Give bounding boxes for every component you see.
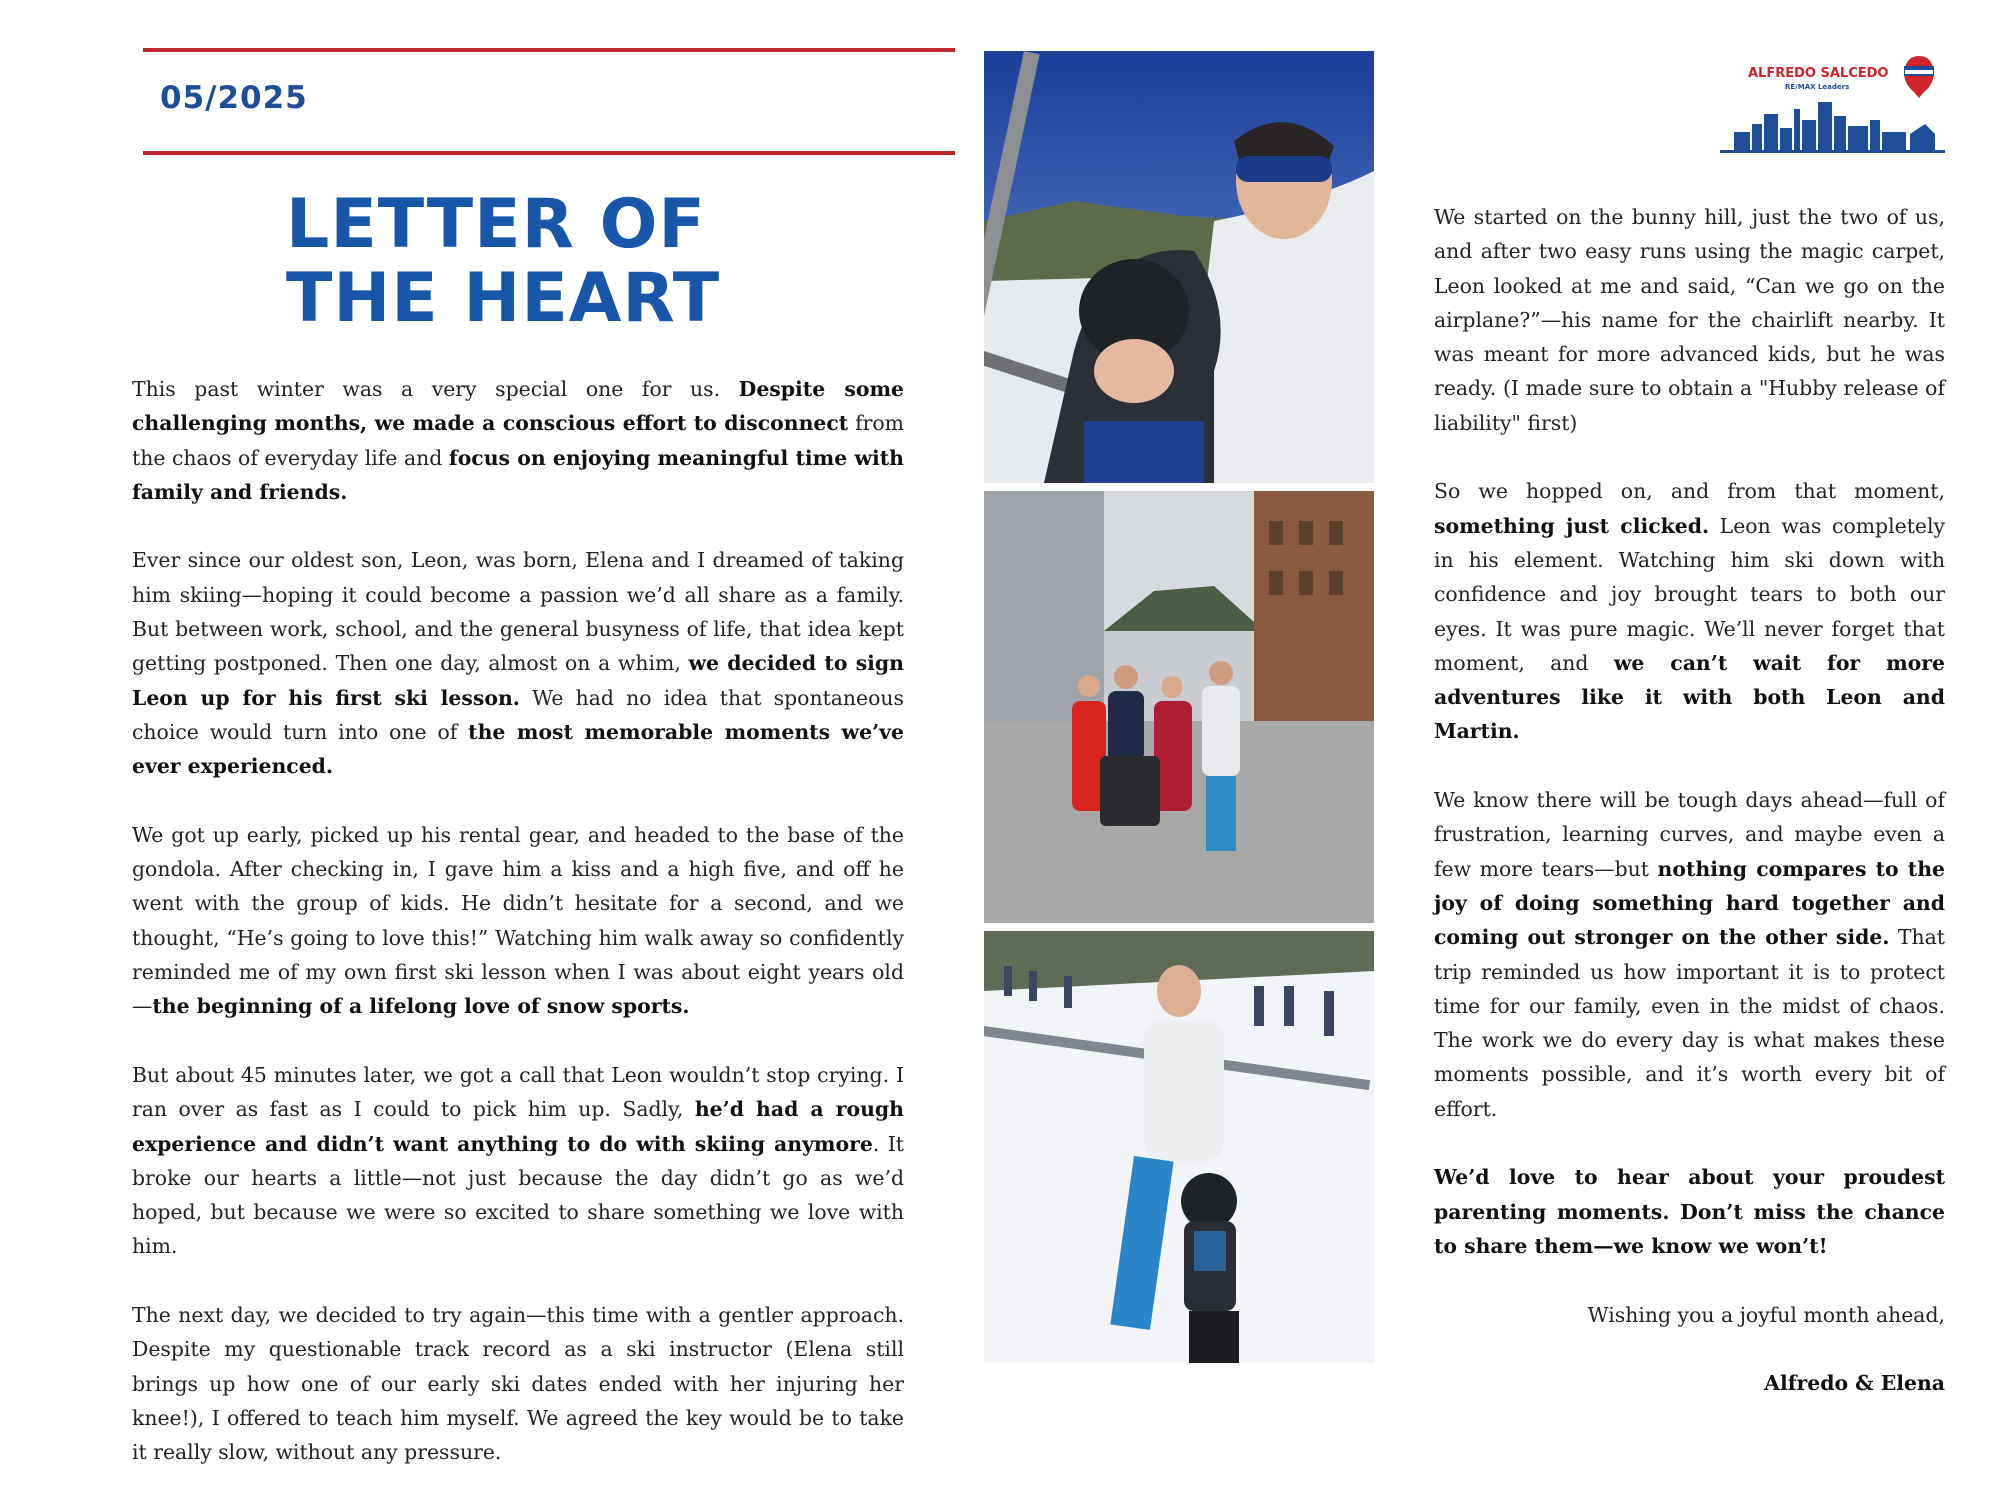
- emphasis-text: we can’t wait for more adventures like it with both Leon and Martin.: [1434, 650, 1945, 744]
- paragraph: [132, 1058, 904, 1264]
- title-line-2: THE HEART: [286, 259, 721, 338]
- body-text: We know there will be tough days ahead—full of frustration, learning curves, and maybe even a few more tears—but: [1434, 788, 1945, 881]
- body-text: We had no idea that spontaneous choice would turn into one of: [132, 685, 904, 744]
- paragraph: [132, 1298, 904, 1469]
- emphasis-text: We’d love to hear about your proudest parenting moments. Don’t miss the chance to share them—we know we won’t!: [1434, 1165, 1945, 1258]
- photo-ski-slope: [984, 931, 1374, 1363]
- paragraph: [132, 543, 904, 783]
- title-line-1: LETTER OF: [286, 185, 706, 264]
- emphasis-text: Despite some challenging months, we made a conscious effort to disconnect: [132, 377, 904, 436]
- emphasis-text: the most memorable moments we’ve ever experienced.: [132, 719, 904, 779]
- page-title: [286, 185, 721, 338]
- photo-family-village: [984, 491, 1374, 923]
- body-text: We got up early, picked up his rental gear, and headed to the base of the gondola. After checking in, I gave him a kiss and a high five, and off he went with the group of kids. He didn’t hesitate for a second, and we thought, “He’s going to love this!” Watching him walk away so confidently reminded me of my own first ski lesson when I was about eight years old—: [132, 822, 904, 1019]
- body-text: Leon was completely in his element. Watching him ski down with confidence and joy brought tears to both our eyes. It was pure magic. We’ll never forget that moment, and: [1434, 513, 1945, 675]
- paragraph: [132, 818, 904, 1024]
- emphasis-text: something just clicked.: [1434, 513, 1710, 538]
- left-text-column: [132, 372, 904, 1504]
- body-text: Ever since our oldest son, Leon, was born, Elena and I dreamed of taking him skiing—hoping it could become a passion we’d all share as a family. But between work, school, and the general busyness of life, that idea kept getting postponed. Then one day, almost on a whim,: [132, 548, 904, 676]
- brand-name: ALFREDO SALCEDO: [1748, 66, 1889, 81]
- body-text: This past winter was a very special one for us.: [132, 377, 739, 401]
- ski-slope-photo-image: [984, 931, 1374, 1363]
- body-text: . It broke our hearts a little—not just because the day didn’t go as we’d hoped, but because we were so excited to share something we love with him.: [132, 1131, 905, 1259]
- right-text-column: [1434, 200, 1945, 1435]
- emphasis-text: focus on enjoying meaningful time with family and friends.: [132, 445, 904, 504]
- family-photo-image: [984, 491, 1374, 923]
- body-text: from the chaos of everyday life and: [132, 411, 904, 470]
- signature: Alfredo & Elena: [1764, 1371, 1945, 1396]
- chairlift-photo-image: [984, 51, 1374, 483]
- top-divider: [143, 48, 955, 52]
- closing-line: Wishing you a joyful month ahead,: [1587, 1302, 1945, 1327]
- emphasis-text: he’d had a rough experience and didn’t want anything to do with skiing anymore: [132, 1097, 904, 1156]
- emphasis-text: the beginning of a lifelong love of snow sports.: [152, 994, 690, 1019]
- brand-logo: [1720, 54, 1945, 154]
- paragraph: [1434, 474, 1945, 748]
- photo-chairlift-selfie: [984, 51, 1374, 483]
- body-text: But about 45 minutes later, we got a call that Leon wouldn’t stop crying. I ran over as fast as I could to pick him up. Sadly,: [132, 1062, 904, 1122]
- brand-subtitle: RE/MAX Leaders: [1785, 83, 1850, 91]
- issue-date: 05/2025: [160, 80, 308, 116]
- body-text: We started on the bunny hill, just the two of us, and after two easy runs using the magic carpet, Leon looked at me and said, “Can we go on the airplane?”—his name for the chairlift nearby. It was meant for more advanced kids, but he was ready. (I made sure to obtain a "Hubby release of liability" first): [1434, 205, 1945, 435]
- bottom-divider: [143, 151, 955, 155]
- emphasis-text: we decided to sign Leon up for his first ski lesson.: [132, 651, 905, 710]
- emphasis-text: nothing compares to the joy of doing something hard together and coming out stronger on the other side.: [1434, 856, 1945, 950]
- paragraph: [1434, 1160, 1945, 1263]
- paragraph: [1434, 200, 1945, 440]
- paragraph: [1434, 783, 1945, 1126]
- body-text: So we hopped on, and from that moment,: [1434, 479, 1945, 504]
- body-text: That trip reminded us how important it is to protect time for our family, even in the midst of chaos. The work we do every day is what makes these moments possible, and it’s worth every bit of effort.: [1434, 925, 1946, 1121]
- body-text: The next day, we decided to try again—this time with a gentler approach. Despite my questionable track record as a ski instructor (Elena still brings up how one of our early ski dates ended with her injuring her knee!), I offered to teach him myself. We agreed the key would be to take it really slow, without any pressure.: [132, 1303, 904, 1465]
- paragraph: [132, 372, 904, 509]
